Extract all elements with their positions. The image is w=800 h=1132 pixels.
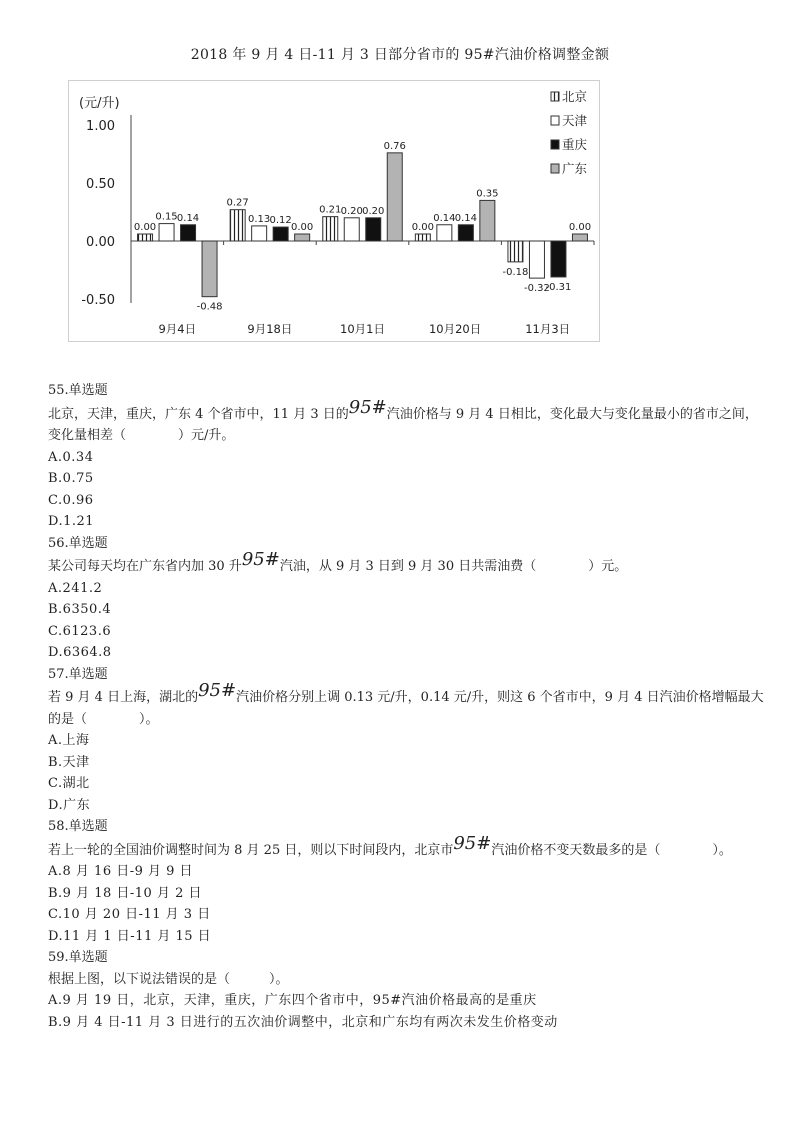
legend-label: 重庆: [562, 137, 588, 152]
data-label: -0.48: [196, 301, 223, 313]
data-label: 0.00: [133, 222, 157, 233]
fuel-grade: 95#: [241, 549, 280, 570]
question-block: [48, 533, 768, 664]
question-number: 56.单选题: [48, 535, 108, 551]
answer-option[interactable]: C.湖北: [48, 776, 90, 791]
bar-天津: [252, 226, 267, 241]
question-block: [48, 947, 768, 1033]
data-label: 0.21: [319, 204, 342, 216]
stem-text: 若上一轮的全国油价调整时间为 8 月 25 日，则以下时间段内，北京市: [48, 842, 454, 858]
stem-text: 汽油价格分别上调 0.13 元/升，0.14 元/升，则这 6 个省市中，9 月 4 日汽油价格增幅最大的是（ ）。: [48, 690, 764, 727]
answer-option[interactable]: A.0.34: [48, 449, 94, 465]
answer-option[interactable]: A.241.2: [48, 580, 103, 596]
question-block: [48, 664, 768, 817]
bar-天津: [529, 241, 544, 278]
answer-option[interactable]: B.0.75: [48, 471, 94, 486]
answer-option[interactable]: D.1.21: [48, 514, 95, 529]
question-list: [48, 380, 768, 1033]
x-tick-label: 9月18日: [247, 322, 293, 336]
x-tick-label: 10月20日: [428, 322, 482, 336]
answer-option[interactable]: D.11 月 1 日-11 月 15 日: [48, 928, 212, 944]
bar-天津: [437, 225, 452, 241]
bar-重庆: [366, 218, 381, 241]
bar-重庆: [458, 225, 473, 241]
y-tick-label: 0.50: [86, 177, 115, 192]
bar-广东: [572, 234, 587, 241]
question-stem: [48, 832, 768, 862]
data-label: -0.18: [502, 266, 529, 278]
data-label: 0.14: [176, 212, 200, 224]
legend-label: 天津: [562, 113, 588, 128]
legend-swatch: [551, 164, 559, 173]
question-block: [48, 380, 768, 533]
question-stem: [48, 396, 768, 447]
bar-重庆: [273, 227, 288, 241]
answer-option[interactable]: B.6350.4: [48, 602, 112, 617]
stem-text: 根据上图，以下说法错误的是（ ）。: [48, 971, 289, 987]
answer-option[interactable]: A.9 月 19 日，北京，天津，重庆，广东四个省市中，95#汽油价格最高的是重庆: [48, 993, 537, 1008]
data-label: 0.14: [433, 212, 456, 224]
question-stem: [48, 969, 768, 991]
data-label: -0.31: [545, 281, 572, 293]
x-tick-label: 10月1日: [340, 322, 385, 336]
y-axis-label: (元/升): [79, 96, 120, 111]
bar-天津: [344, 218, 359, 241]
answer-option[interactable]: A.8 月 16 日-9 月 9 日: [48, 864, 194, 879]
answer-option[interactable]: D.广东: [48, 797, 91, 813]
bar-chart: [69, 81, 601, 343]
answer-option[interactable]: B.天津: [48, 754, 90, 770]
y-tick-label: -0.50: [81, 293, 115, 308]
stem-text: 汽油价格与 9 月 4 日相比，变化最大与变化量最小的省市之间，变化量相差（ ）元/升。: [48, 406, 758, 443]
question-number: 59.单选题: [48, 950, 108, 965]
data-label: 0.35: [476, 188, 499, 200]
answer-option[interactable]: C.0.96: [48, 492, 94, 508]
answer-option[interactable]: B.9 月 4 日-11 月 3 日进行的五次油价调整中，北京和广东均有两次未发生价格变动: [48, 1014, 558, 1030]
question-number: 58.单选题: [48, 819, 108, 834]
data-label: 0.00: [411, 222, 434, 233]
stem-text: 若 9 月 4 日上海，湖北的: [48, 690, 199, 705]
question-stem: [48, 680, 768, 730]
answer-option[interactable]: D.6364.8: [48, 645, 112, 660]
stem-text: 汽油价格不变天数最多的是（ ）。: [491, 842, 732, 858]
fuel-grade: 95#: [348, 396, 387, 418]
fuel-grade: 95#: [198, 680, 237, 701]
data-label: 0.00: [568, 222, 592, 233]
bar-北京: [138, 234, 153, 241]
data-label: 0.20: [362, 205, 385, 217]
answer-option[interactable]: C.6123.6: [48, 623, 112, 639]
data-label: 0.76: [383, 140, 406, 152]
y-tick-label: 0.00: [86, 235, 115, 250]
bar-天津: [159, 224, 174, 241]
bar-北京: [323, 217, 338, 241]
answer-option[interactable]: C.10 月 20 日-11 月 3 日: [48, 907, 211, 922]
legend-label: 广东: [562, 161, 588, 176]
data-label: 0.14: [454, 212, 477, 224]
answer-option[interactable]: B.9 月 18 日-10 月 2 日: [48, 885, 202, 901]
question-block: [48, 816, 768, 947]
bar-广东: [202, 241, 217, 297]
bar-广东: [295, 234, 310, 241]
bar-北京: [415, 234, 430, 241]
stem-text: 某公司每天均在广东省内加 30 升: [48, 559, 242, 574]
data-label: 0.27: [226, 197, 249, 209]
bar-北京: [230, 210, 245, 241]
question-number: 57.单选题: [48, 666, 108, 682]
y-tick-label: 1.00: [86, 119, 115, 134]
legend-swatch: [551, 92, 559, 101]
legend-swatch: [551, 116, 559, 125]
legend-swatch: [551, 140, 559, 149]
data-label: 0.12: [269, 215, 292, 227]
bar-重庆: [181, 225, 196, 241]
data-label: 0.15: [155, 211, 178, 223]
x-tick-label: 11月3日: [525, 322, 571, 336]
question-stem: [48, 549, 768, 578]
bar-北京: [508, 241, 523, 262]
chart-container: [68, 80, 600, 342]
bar-广东: [387, 153, 402, 241]
fuel-grade: 95#: [453, 832, 492, 854]
data-label: -0.32: [524, 283, 550, 295]
data-label: 0.20: [340, 205, 363, 217]
bar-重庆: [551, 241, 566, 277]
stem-text: 北京，天津，重庆，广东 4 个省市中，11 月 3 日的: [48, 406, 349, 422]
answer-option[interactable]: A.上海: [48, 733, 90, 748]
chart-title: 2018 年 9 月 4 日-11 月 3 日部分省市的 95#汽油价格调整金额: [190, 47, 610, 63]
data-label: 0.13: [248, 213, 271, 225]
legend-label: 北京: [562, 89, 588, 104]
stem-text: 汽油，从 9 月 3 日到 9 月 30 日共需油费（ ）元。: [279, 559, 628, 574]
question-number: 55.单选题: [48, 383, 108, 398]
data-label: 0.00: [291, 222, 314, 233]
bar-广东: [480, 200, 495, 241]
x-tick-label: 9月4日: [158, 322, 197, 336]
